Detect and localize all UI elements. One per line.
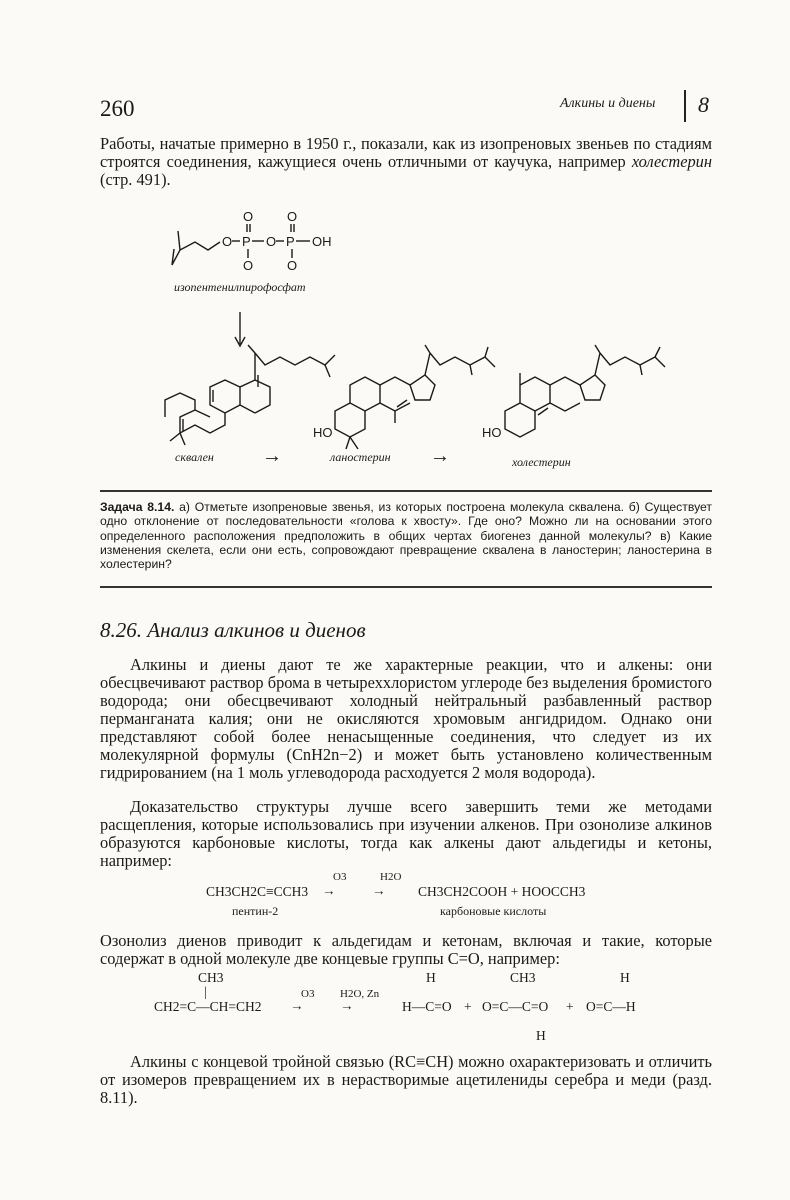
ipp-o-bot2: O [287, 258, 298, 273]
squalene-label: сквален [175, 450, 214, 464]
reaction-2-reagent-2: H2O, Zn [340, 988, 380, 1000]
ipp-p2: P [286, 234, 295, 249]
cholesterol-label: холестерин [512, 455, 571, 469]
intro-text-2: (стр. 491). [100, 170, 171, 189]
arrow-icon-1: → [262, 445, 282, 467]
ipp-o2: O [266, 234, 277, 249]
task-8-14 [100, 500, 712, 571]
reaction-1-products-name: карбоновые кислоты [440, 904, 547, 918]
page-number: 260 [100, 96, 135, 121]
ipp-o1: O [222, 234, 233, 249]
reaction-2-h-1: H [426, 970, 436, 985]
reaction-2-product-2: O=C—C=O [482, 999, 549, 1014]
reaction-2-vbond-1: | [204, 984, 207, 999]
intro-paragraph [100, 135, 712, 189]
cholesterol-ho: HO [482, 425, 502, 440]
reaction-2-plus-1: + [464, 999, 472, 1014]
reaction-2-reactant: CH2=C—CH=CH2 [154, 999, 262, 1014]
chapter-number: 8 [698, 92, 709, 117]
reaction-1-reactant-name: пентин-2 [232, 904, 279, 918]
reaction-1-reactant: CH3CH2C≡CCH3 [206, 884, 309, 899]
reaction-1-reagent-2: H2O [380, 871, 402, 883]
reaction-2-product-3: O=C—H [586, 999, 636, 1014]
intro-italic: холестерин [631, 152, 712, 171]
intro-text-1: Работы, начатые примерно в 1950 г., показали, как из изопреновых звеньев по стадиям строятся соединения, кажущиеся очень отличными от каучука, например [100, 134, 712, 171]
reaction-1-arrow-1: → [322, 883, 336, 898]
paragraph-4: Озонолиз диенов приводит к альдегидам и кетонам, включая и такие, которые содержат в одной молекуле две концевые группы C=O, например: [100, 931, 712, 968]
reaction-2-reagent-1: O3 [301, 988, 315, 1000]
reaction-2-methyl-2: CH3 [510, 970, 536, 985]
reaction-2-product-1: H—C=O [402, 999, 452, 1014]
ipp-o-top1: O [243, 209, 254, 224]
lanosterol-structure [310, 345, 500, 455]
ipp-oh: OH [312, 234, 332, 249]
reaction-2-h-3: H [620, 970, 630, 985]
reaction-2-plus-2: + [566, 999, 574, 1014]
ipp-o-bot1: O [243, 258, 254, 273]
ipp-structure [160, 205, 360, 285]
reaction-1-arrow-2: → [372, 883, 386, 898]
reaction-2-arrow-1: → [290, 998, 304, 1013]
cholesterol-structure [480, 345, 680, 455]
ipp-p1: P [242, 234, 251, 249]
reaction-1-products: CH3CH2COOH + HOOCCH3 [418, 884, 586, 899]
running-head: Алкины и диены [560, 96, 656, 111]
lanosterol-label: ланостерин [330, 450, 391, 464]
reaction-1-reagent-1: O3 [333, 871, 347, 883]
ipp-o-top2: O [287, 209, 298, 224]
task-text: а) Отметьте изопреновые звенья, из которых построена молекула сквалена. б) Существует одно отклонение от последовательности «голова к хвосту». Где оно? Можно ли на основании этого определенного расположения предположить в общих чертах биогенез данной молекулы? в) Какие изменения скелета, если они есть, сопровождают превращение сквалена в ланостерин; ланостерина в холестерин? [100, 500, 712, 572]
section-title: 8.26. Анализ алкинов и диенов [100, 618, 366, 642]
reaction-2-arrow-2: → [340, 998, 354, 1013]
paragraph-5: Алкины с концевой тройной связью (RC≡CH) можно охарактеризовать и отличить от изомеров превращением их в нерастворимые ацетилениды серебра и меди (разд. 8.11). [100, 1052, 712, 1107]
task-top-rule [100, 490, 712, 492]
reaction-2-h-2: H [536, 1028, 546, 1043]
arrow-icon-2: → [430, 445, 450, 467]
reaction-2-methyl: CH3 [198, 970, 224, 985]
task-bottom-rule [100, 586, 712, 588]
task-label: Задача 8.14. [100, 500, 175, 514]
lanosterol-ho: HO [313, 425, 333, 440]
down-arrow-icon [230, 310, 250, 350]
paragraph-2: Алкины и диены дают те же характерные реакции, что и алкены: они обесцвечивают раствор брома в четыреххлористом углероде без выделения бромистого водорода; они обесцвечивают холодный нейтральный разбавленный раствор перманганата калия; они не окисляются хромовым ангидридом. Однако они представляют собой более ненасыщенные соединения, что следует из их молекулярной формулы (CnH2n−2) и может быть установлено количественным гидрированием (на 1 моль углеводорода расходуется 2 моля водорода). [100, 655, 712, 782]
header-divider [684, 90, 686, 122]
paragraph-3: Доказательство структуры лучше всего завершить теми же методами расщепления, которые использовались при изучении алкенов. При озонолизе алкинов образуются карбоновые кислоты, тогда как алкены дают альдегиды и кетоны, например: [100, 797, 712, 870]
ipp-caption: изопентенилпирофосфат [174, 280, 306, 294]
